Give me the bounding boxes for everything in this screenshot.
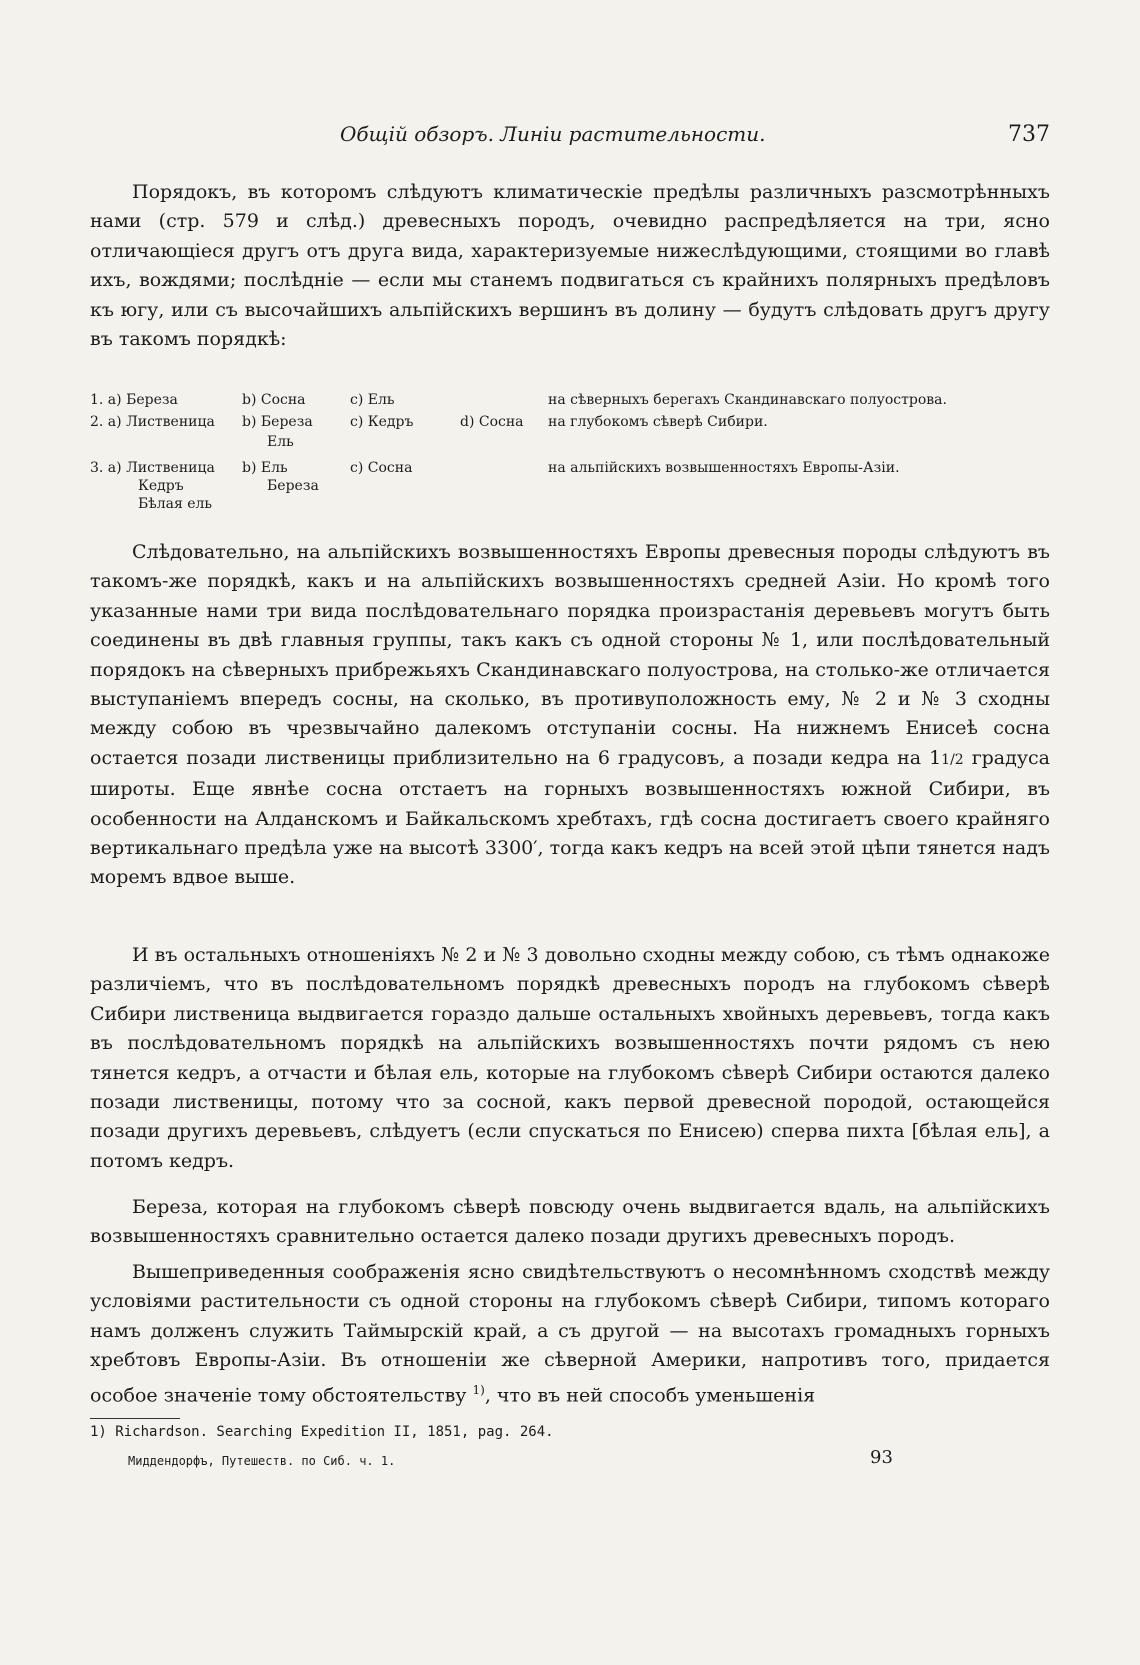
row2-col-c: c) Кедръ bbox=[350, 414, 414, 430]
row3-col-b: b) Ель bbox=[242, 460, 288, 476]
row3-place: на альпійскихъ возвышенностяхъ Европы-Азіи. bbox=[548, 460, 900, 476]
row3-col-a: 3. a) Лиственица bbox=[90, 460, 215, 476]
table-row bbox=[90, 460, 1050, 512]
paragraph-2 bbox=[90, 538, 1050, 893]
page-header bbox=[90, 122, 1050, 152]
row3-col-c: c) Сосна bbox=[350, 460, 413, 476]
paragraph-3: И въ остальныхъ отношеніяхъ № 2 и № 3 довольно сходны между собою, съ тѣмъ однакоже различіемъ, что въ послѣдовательномъ порядкѣ древесныхъ породъ на глубокомъ сѣверѣ Сибири лиственица выдвигается гораздо дальше остальныхъ хвойныхъ деревьевъ, тогда какъ въ послѣдовательномъ порядкѣ на альпійскихъ возвышенностяхъ почти рядомъ съ нею тянется кедръ, а отчасти и бѣлая ель, которые на глубокомъ сѣверѣ Сибири остаются далеко позади лиственицы, потому что за сосной, какъ первой древесной породой, остающейся позади другихъ деревьевъ, слѣдуетъ (если спускаться по Енисею) сперва пихта [бѣлая ель], а потомъ кедръ. bbox=[90, 944, 1050, 1172]
imprint-line: Миддендорфъ, Путешеств. по Сиб. ч. 1. bbox=[128, 1454, 396, 1468]
paragraph-2-part-b: градуса широты. Еще явнѣе сосна отстаетъ на горныхъ возвышенностяхъ южной Сибири, въ особенности на Алданскомъ и Байкальскомъ хребтахъ, гдѣ сосна достигаетъ своего крайняго вертикальнаго предѣла уже на высотѣ 3300′, тогда какъ кедръ на всей этой цѣпи тянется надъ моремъ вдвое выше. bbox=[90, 746, 1050, 889]
row2-col-b2: Ель bbox=[267, 434, 294, 450]
row1-col-b: b) Сосна bbox=[242, 392, 306, 408]
paragraph-5-part-a: Вышеприведенныя соображенія ясно свидѣтельствуютъ о несомнѣнномъ сходствѣ между условіями растительности съ одной стороны на глубокомъ сѣверѣ Сибири, типомъ котораго намъ долженъ служить Таймырскій край, а съ другой — на высотахъ громадныхъ горныхъ хребтовъ Европы-Азіи. Въ отношеніи же сѣверной Америки, напротивъ того, придается особое значеніе тому обстоятельству bbox=[90, 1261, 1050, 1406]
row1-col-a: 1. a) Береза bbox=[90, 392, 178, 408]
paragraph-4: Береза, которая на глубокомъ сѣверѣ повсюду очень выдвигается вдаль, на альпійскихъ возвышенностяхъ сравнительно остается далеко позади другихъ древесныхъ породъ. bbox=[90, 1196, 1050, 1248]
footnote-marker: 1) bbox=[472, 1382, 485, 1397]
footnote-rule bbox=[90, 1418, 180, 1419]
row3-col-b2: Береза bbox=[267, 478, 319, 494]
row2-col-a: 2. a) Лиственица bbox=[90, 414, 215, 430]
paragraph-5-part-b: , что въ ней способъ уменьшенія bbox=[484, 1383, 816, 1406]
page-number: 737 bbox=[1008, 122, 1050, 147]
paragraph-5 bbox=[90, 1258, 1050, 1410]
table-row bbox=[90, 392, 1050, 412]
row2-col-d: d) Сосна bbox=[460, 414, 524, 430]
footnote: 1) Richardson. Searching Expedition II, 1851, pag. 264. bbox=[90, 1424, 554, 1440]
paragraph-2-part-a: Слѣдовательно, на альпійскихъ возвышенностяхъ Европы древесныя породы слѣдуютъ въ такомъ-же порядкѣ, какъ и на альпійскихъ возвышенностяхъ средней Азіи. Но кромѣ того указанные нами три вида послѣдовательнаго порядка произрастанія деревьевъ могутъ быть соединены въ двѣ главныя группы, такъ какъ съ одной стороны № 1, или послѣдовательный порядокъ на сѣверныхъ прибрежьяхъ Скандинавскаго полуострова, на столько-же отличается выступаніемъ впередъ сосны, на сколько, въ противуположность ему, № 2 и № 3 сходны между собою въ чрезвычайно далекомъ отступаніи сосны. На нижнемъ Енисеѣ сосна остается позади лиственицы приблизительно на 6 градусовъ, а позади кедра на 1 bbox=[90, 541, 1050, 769]
row3-col-a3: Бѣлая ель bbox=[138, 496, 213, 512]
table-row bbox=[90, 414, 1050, 450]
sheet-number: 93 bbox=[870, 1447, 893, 1468]
fraction: 1/2 bbox=[941, 751, 964, 768]
row1-col-c: c) Ель bbox=[350, 392, 395, 408]
row2-col-b: b) Береза bbox=[242, 414, 313, 430]
running-title: Общій обзоръ. Линіи растительности. bbox=[340, 122, 766, 146]
paragraph-1: Порядокъ, въ которомъ слѣдуютъ климатическіе предѣлы различныхъ разсмотрѣнныхъ нами (стр. 579 и слѣд.) древесныхъ породъ, очевидно распредѣляется на три, ясно отличающіеся другъ отъ друга вида, характеризуемые нижеслѣдующими, стоящими во главѣ ихъ, вождями; послѣдніе — если мы станемъ подвигаться съ крайнихъ полярныхъ предѣловъ къ югу, или съ высочайшихъ альпійскихъ вершинъ въ долину — будутъ слѣдовать другъ другу въ такомъ порядкѣ: bbox=[90, 181, 1050, 351]
row3-col-a2: Кедръ bbox=[138, 478, 184, 494]
row2-place: на глубокомъ сѣверѣ Сибири. bbox=[548, 414, 768, 430]
row1-place: на сѣверныхъ берегахъ Скандинавскаго полуострова. bbox=[548, 392, 947, 408]
